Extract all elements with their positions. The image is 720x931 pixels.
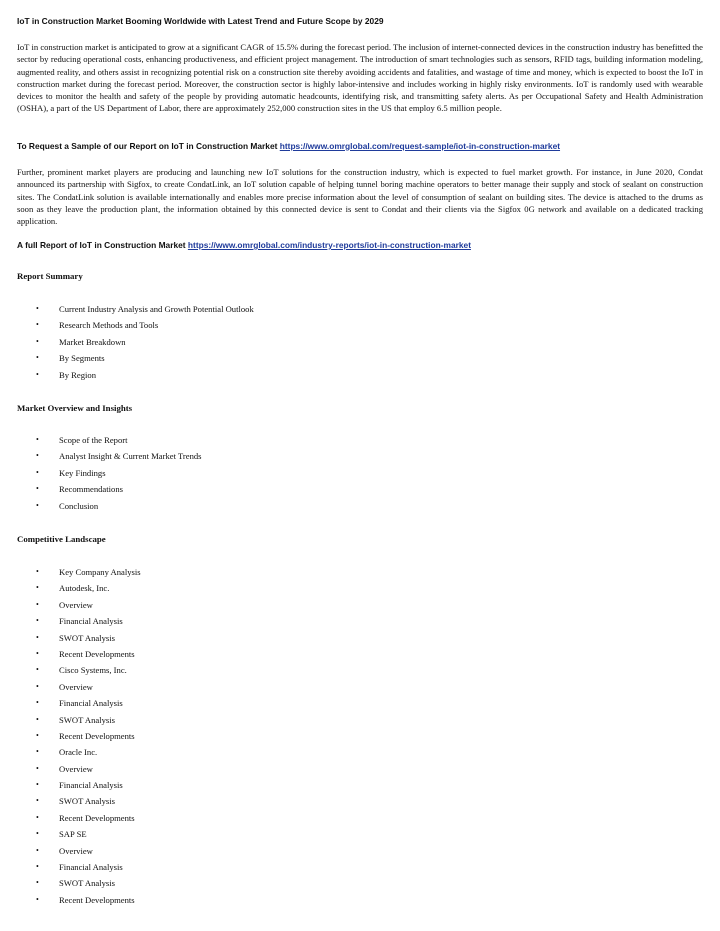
bullet-icon: •	[36, 369, 39, 379]
list-item	[0, 779, 400, 795]
list-item-text: SWOT Analysis	[59, 632, 115, 643]
bullet-icon: •	[36, 894, 39, 904]
bullet-icon: •	[36, 583, 39, 593]
list-item	[0, 894, 400, 910]
list-item	[0, 861, 400, 877]
list-item-text: Financial Analysis	[59, 616, 123, 627]
list-item-text: Conclusion	[59, 500, 99, 511]
bullet-icon: •	[36, 698, 39, 708]
section-heading-market-overview: Market Overview and Insights	[17, 403, 133, 413]
list-item	[0, 795, 400, 811]
list-item	[0, 336, 400, 352]
sample-request-label: To Request a Sample of our Report on IoT in Construction Market	[17, 141, 278, 151]
list-item-text: Recent Developments	[59, 648, 135, 659]
list-item	[0, 352, 400, 368]
bullet-icon: •	[36, 467, 39, 477]
bullet-icon: •	[36, 665, 39, 675]
list-item	[0, 714, 400, 730]
list-item-text: Autodesk, Inc.	[59, 583, 110, 594]
list-item-text: Overview	[59, 763, 93, 774]
section-heading-report-summary: Report Summary	[17, 271, 83, 281]
bullet-icon: •	[36, 484, 39, 494]
list-item	[0, 483, 400, 499]
list-item	[0, 877, 400, 893]
bullet-icon: •	[36, 648, 39, 658]
list-item-text: By Region	[59, 369, 97, 380]
list-item-text: Financial Analysis	[59, 862, 123, 873]
list-item-text: Overview	[59, 681, 93, 692]
bullet-icon: •	[36, 763, 39, 773]
bullet-icon: •	[36, 353, 39, 363]
list-item	[0, 828, 400, 844]
list-item	[0, 450, 400, 466]
list-item	[0, 599, 400, 615]
list-item-text: Current Industry Analysis and Growth Potential Outlook	[59, 304, 254, 314]
list-item	[0, 582, 400, 598]
full-report-link[interactable]: https://www.omrglobal.com/industry-reports/iot-in-construction-market	[187, 240, 471, 250]
bullet-icon: •	[36, 599, 39, 609]
list-item	[0, 500, 400, 516]
list-item	[0, 664, 400, 680]
bullet-icon: •	[36, 567, 39, 576]
list-item-text: SAP SE	[59, 829, 87, 840]
list-item	[0, 763, 400, 779]
list-item	[0, 319, 400, 335]
bullet-icon: •	[36, 435, 39, 444]
bullet-icon: •	[36, 845, 39, 855]
list-item	[0, 467, 400, 483]
list-item	[0, 812, 400, 828]
list-item	[0, 730, 400, 746]
bullet-icon: •	[36, 336, 39, 346]
bullet-icon: •	[36, 878, 39, 888]
second-paragraph: Further, prominent market players are producing and launching new IoT solutions for the construction industry, which is expected to fuel market growth. For instance, in June 2020, Condat announced its partnership with Sigfox, to create CondatLink, an IoT solution capable of helping tunnel boring machine operators to better manage their supply and stock of sealant on construction sites. The CondatLink solution is available internationally and enables more precise information about the level of consumption of sealant on building sites. The device is attached to the drums as soon as they leave the production plant, the information obtained by this connected device is sent to Condat and their clients via the Sigfox 0G network and available on a dedicated tracking application.	[17, 167, 703, 227]
bullet-icon: •	[36, 812, 39, 822]
list-item-text: Recent Developments	[59, 894, 135, 905]
list-item-text: Financial Analysis	[59, 698, 123, 709]
bullet-icon: •	[36, 747, 39, 757]
document-title: IoT in Construction Market Booming Worldwide with Latest Trend and Future Scope by 2029	[17, 16, 384, 26]
bullet-icon: •	[36, 714, 39, 724]
list-item-text: Recent Developments	[59, 730, 135, 741]
list-item-text: Scope of the Report	[59, 435, 128, 445]
list-item-text: SWOT Analysis	[59, 878, 115, 889]
bullet-icon: •	[36, 304, 39, 313]
list-item-text: Overview	[59, 845, 93, 856]
list-item	[0, 845, 400, 861]
bullet-icon: •	[36, 730, 39, 740]
list-item	[0, 681, 400, 697]
bullet-icon: •	[36, 796, 39, 806]
bullet-icon: •	[36, 632, 39, 642]
list-item-text: Cisco Systems, Inc.	[59, 665, 127, 676]
market-overview-list	[0, 434, 400, 516]
bullet-icon: •	[36, 829, 39, 839]
list-item	[0, 369, 400, 385]
report-summary-list	[0, 303, 400, 385]
bullet-icon: •	[36, 862, 39, 872]
bullet-icon: •	[36, 616, 39, 626]
list-item	[0, 632, 400, 648]
list-item	[0, 697, 400, 713]
bullet-icon: •	[36, 780, 39, 790]
list-item-text: Key Findings	[59, 467, 106, 478]
list-item-text: Research Methods and Tools	[59, 320, 159, 331]
competitive-landscape-list	[0, 566, 400, 910]
list-item-text: SWOT Analysis	[59, 796, 115, 807]
list-item-text: Market Breakdown	[59, 336, 126, 347]
list-item-text: Oracle Inc.	[59, 747, 98, 758]
list-item-text: Analyst Insight & Current Market Trends	[59, 451, 202, 462]
list-item	[0, 615, 400, 631]
list-item	[0, 303, 400, 319]
list-item-text: Recommendations	[59, 484, 123, 495]
bullet-icon: •	[36, 451, 39, 461]
list-item-text: Recent Developments	[59, 812, 135, 823]
full-report-label: A full Report of IoT in Construction Market	[17, 240, 186, 250]
list-item-text: Overview	[59, 599, 93, 610]
section-heading-competitive-landscape: Competitive Landscape	[17, 534, 106, 544]
bullet-icon: •	[36, 681, 39, 691]
list-item	[0, 566, 400, 582]
full-report-line	[17, 239, 707, 251]
sample-request-link[interactable]: https://www.omrglobal.com/request-sample/iot-in-construction-market	[279, 141, 561, 151]
list-item-text: By Segments	[59, 353, 105, 364]
bullet-icon: •	[36, 320, 39, 330]
intro-paragraph: IoT in construction market is anticipated to grow at a significant CAGR of 15.5% during the forecast period. The inclusion of internet-connected devices in the construction industry has benefitted the sector by reducing operational costs, enhancing productiveness, and efficient project management. The introduction of smart technologies such as sensors, RFID tags, building information modeling, augmented reality, and others assist in recognizing potential risk on a construction site thereby avoiding accidents and fatalities, and wastage of time and money, which is expected to boost the IoT in construction market during the forecast period. Moreover, the construction sector is highly labor-intensive and includes working in highly risky environments. IoT is randomly used with wearable devices to monitor the health and safety of the people by providing automatic headcounts, identifying risk, and transmitting safety alerts. As per Occupational Safety and Health Administration (OSHA), a part of the US Department of Labor, there are approximately 252,000 construction sites in the US that employ 6.5 million people.	[17, 42, 703, 114]
list-item	[0, 746, 400, 762]
sample-request-line	[17, 140, 707, 152]
list-item-text: Financial Analysis	[59, 780, 123, 791]
list-item-text: Key Company Analysis	[59, 567, 141, 577]
list-item	[0, 434, 400, 450]
bullet-icon: •	[36, 500, 39, 510]
list-item	[0, 648, 400, 664]
list-item-text: SWOT Analysis	[59, 714, 115, 725]
